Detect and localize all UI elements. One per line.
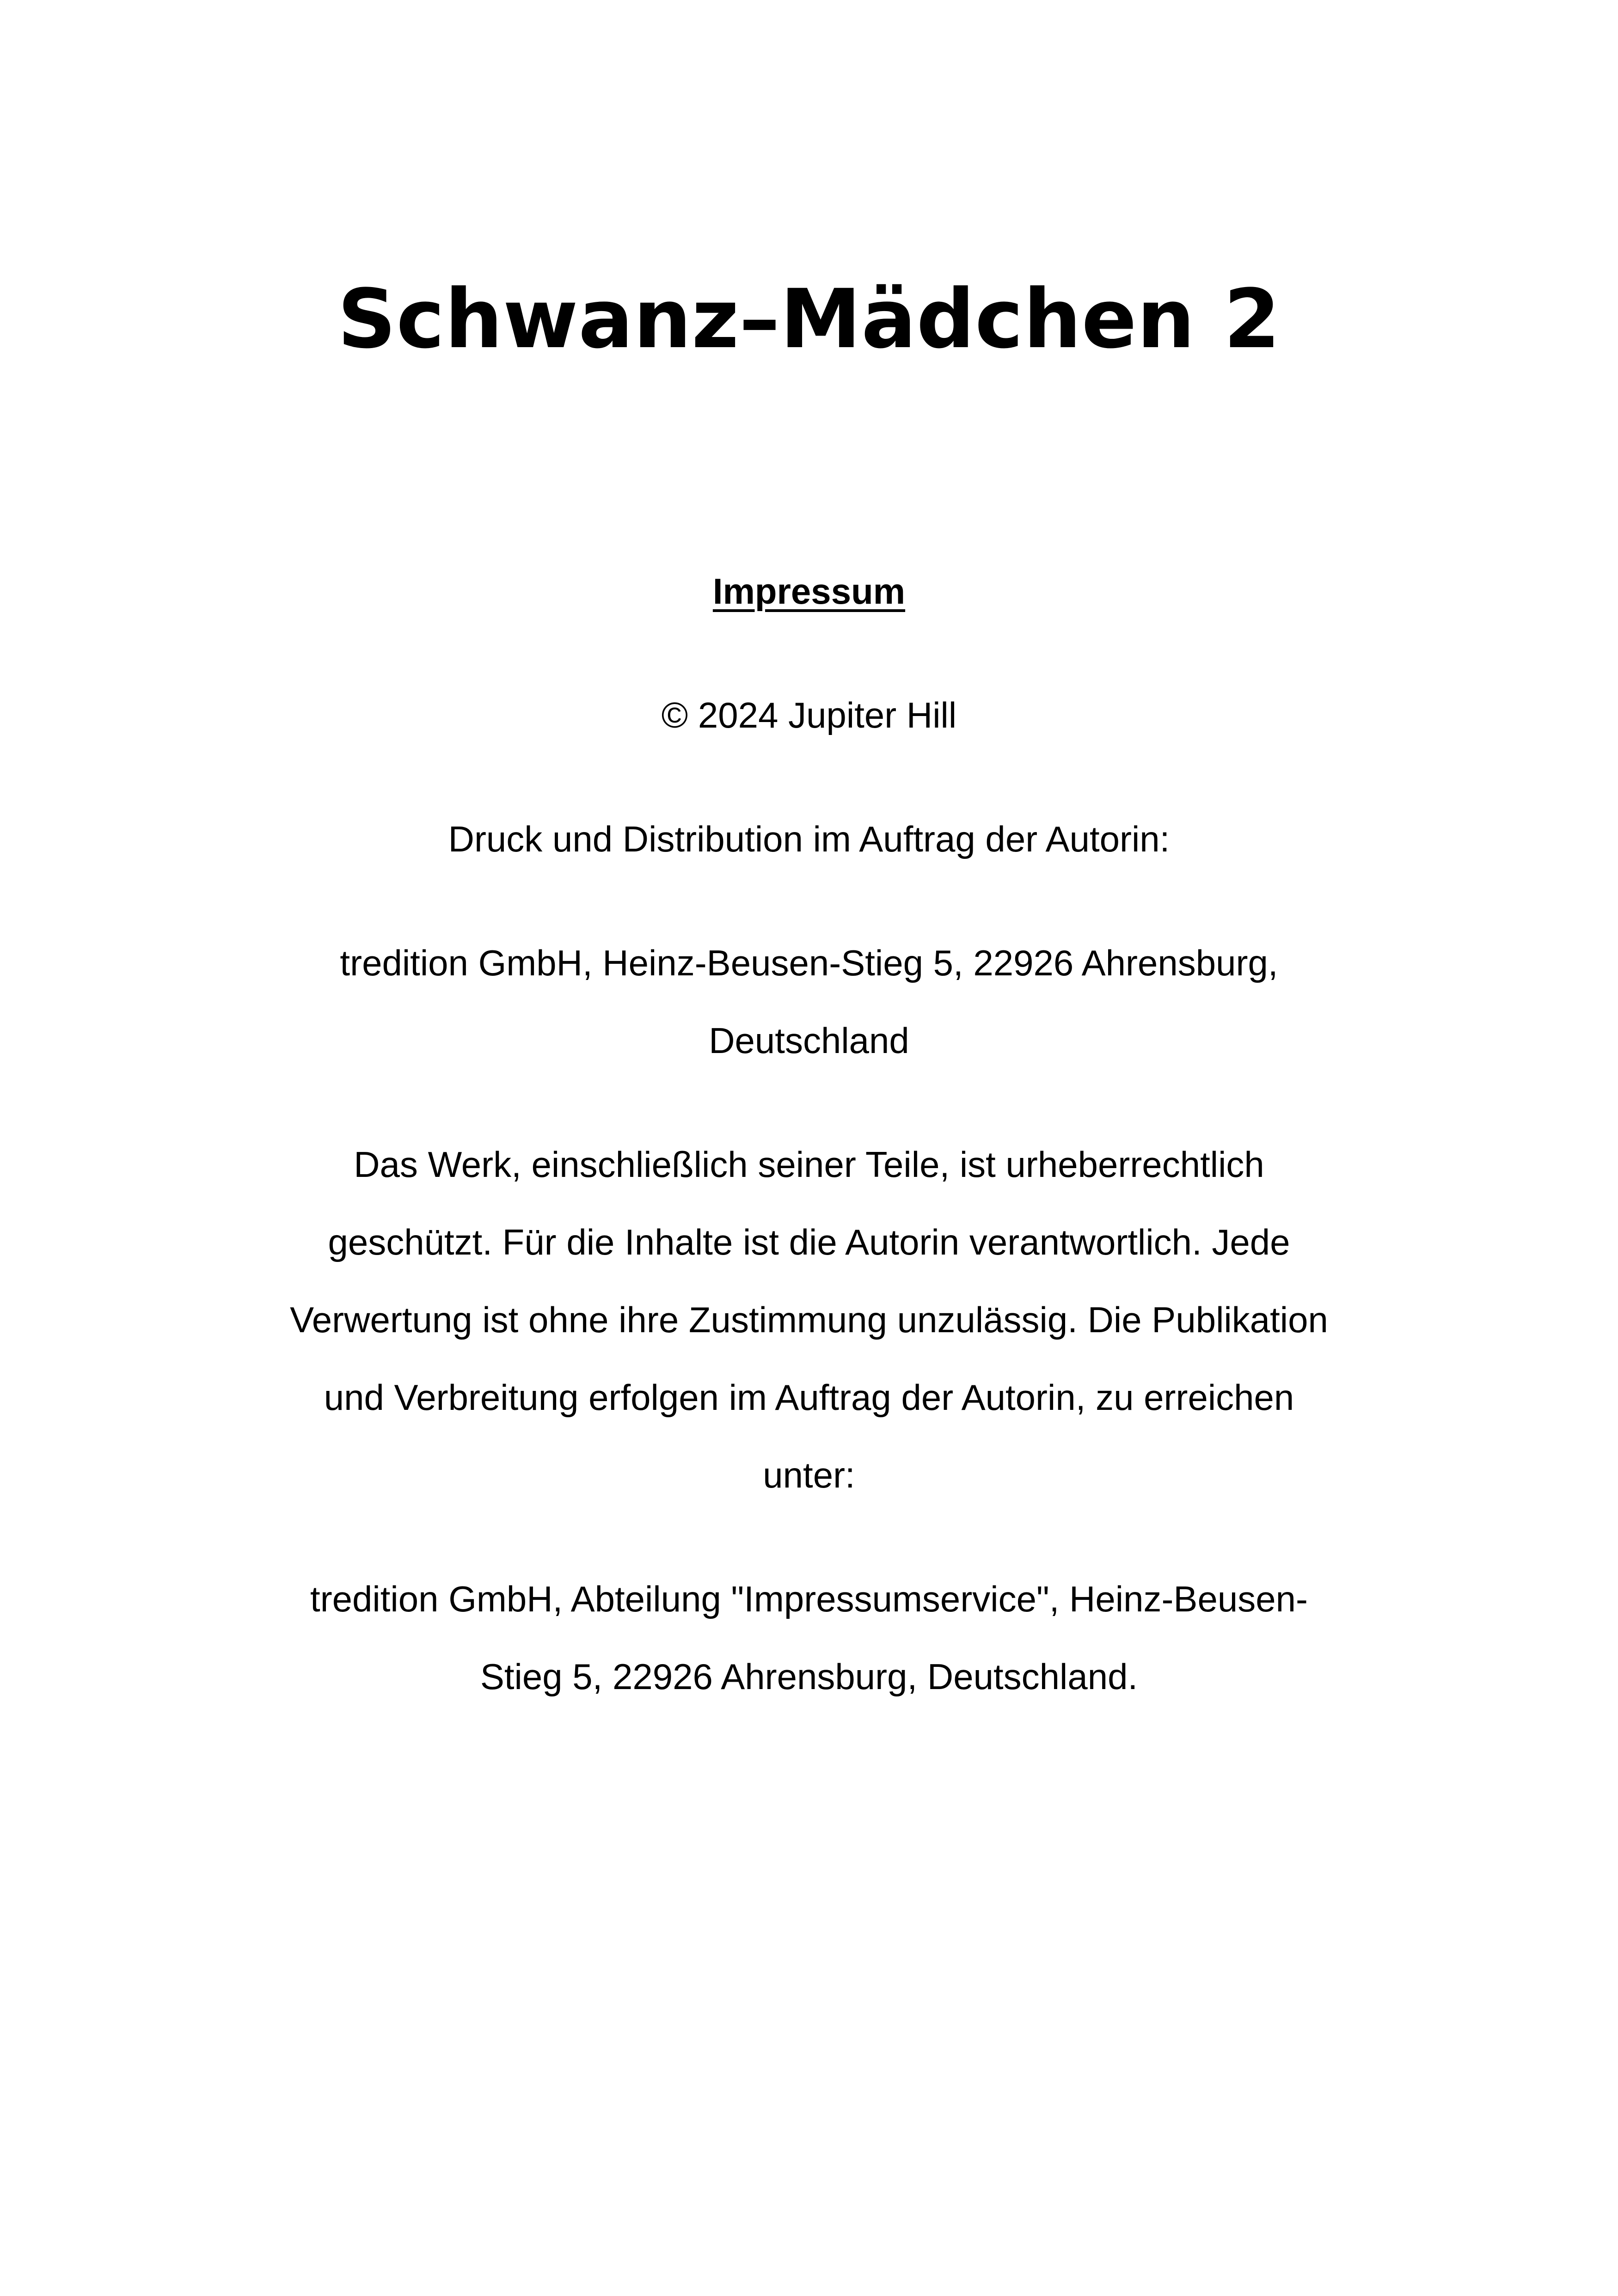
imprint-section xyxy=(277,552,1341,1762)
book-title: Schwanz–Mädchen 2 xyxy=(337,272,1281,367)
contact-address: tredition GmbH, Abteilung "Impressumservice", Heinz-Beusen-Stieg 5, 22926 Ahrensburg, Deutschland. xyxy=(310,1579,1308,1697)
rights-notice: Das Werk, einschließlich seiner Teile, ist urheberrechtlich geschützt. Für die Inhalte ist die Autorin verantwortlich. Jede Verwertung ist ohne ihre Zustimmung unzulässig. Die Publikation und Verbreitung erfolgen im Auftrag der Autorin, zu erreichen unter: xyxy=(290,1144,1328,1495)
copyright-line: © 2024 Jupiter Hill xyxy=(661,695,957,735)
imprint-heading: Impressum xyxy=(712,571,906,612)
print-distribution-line: Druck und Distribution im Auftrag der Autorin: xyxy=(448,819,1170,859)
publisher-address: tredition GmbH, Heinz-Beusen-Stieg 5, 22926 Ahrensburg, Deutschland xyxy=(340,943,1278,1061)
